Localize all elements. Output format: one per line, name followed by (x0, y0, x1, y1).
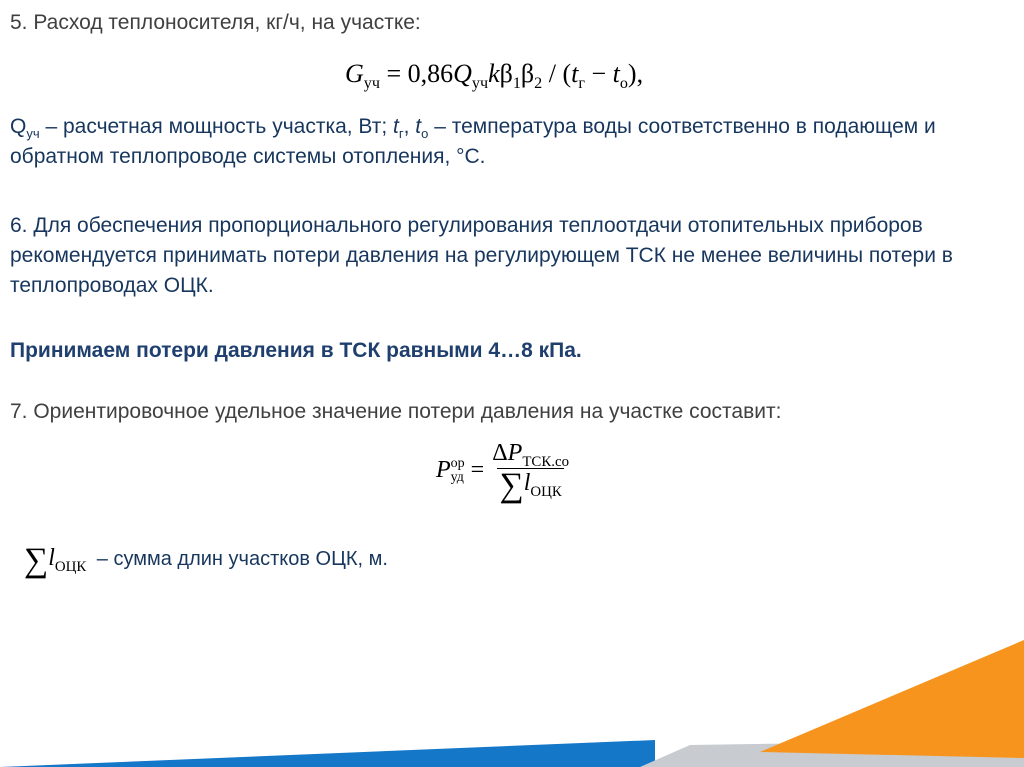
sub-ud: уд (450, 469, 464, 485)
minus: − (584, 59, 613, 88)
t-r-symbol: t (393, 115, 399, 138)
para-5-intro: 5. Расход теплоносителя, кг/ч, на участке: (10, 11, 421, 34)
symbol-to: t (612, 59, 620, 88)
equals-coef: = 0,86 (386, 59, 454, 88)
desc-text-1: – расчетная мощность участка, Вт; (39, 115, 394, 138)
q-sub: уч (26, 126, 40, 142)
blue-stripe (0, 740, 655, 767)
symbol-G: G (345, 59, 364, 88)
sub-o: о (619, 75, 628, 93)
para-7: 7. Ориентировочное удельное значение потери давления на участке составит: (10, 400, 782, 423)
symbol-beta1: β (499, 59, 513, 88)
sub-1: 1 (512, 75, 521, 93)
sub-uch: уч (363, 75, 380, 93)
slash-open: / ( (542, 59, 572, 88)
sub-g: г (578, 75, 585, 93)
t-r-sub: г (398, 126, 404, 142)
sub-2: 2 (534, 75, 543, 93)
den-l: l (523, 470, 531, 496)
sum-note-text: – сумма длин участков ОЦК, м. (96, 548, 388, 570)
symbol-P: P (436, 457, 451, 483)
symbol-Q: Q (453, 59, 472, 88)
desc-text-2: – температура воды соответственно в подающем и обратном теплопроводе системы отопления, °С. (10, 115, 936, 168)
symbol-beta2: β (520, 59, 535, 88)
orange-triangle (760, 640, 1024, 758)
symbol-k: k (488, 59, 500, 88)
comma: , (403, 115, 416, 138)
q-symbol: Q (10, 115, 27, 138)
symbol-tg: t (571, 59, 579, 88)
t-o-sub: о (421, 126, 429, 142)
sup-op: ор (450, 455, 465, 471)
num-P: P (507, 440, 523, 466)
sigma-icon: ∑ (499, 467, 524, 504)
sum-sigma-icon: ∑ (24, 542, 49, 579)
sum-l-sub: ОЦК (54, 558, 87, 575)
sum-l: l (48, 545, 55, 571)
den-sub: ОЦК (530, 483, 562, 500)
equals: = (470, 457, 485, 483)
delta-symbol: Δ (492, 440, 508, 466)
num-sub: ТСК.со (522, 453, 570, 470)
close-paren: ), (627, 59, 644, 88)
t-o-symbol: t (415, 115, 422, 138)
para-6-bold: Принимаем потери давления в ТСК равными 4…8 кПа. (10, 339, 582, 362)
sub-uch-q: уч (471, 75, 489, 93)
para-6: 6. Для обеспечения пропорционального регулирования теплоотдачи отопительных приборов рекомендуется принимать потери давления на регулирующем ТСК не менее величины потери в теплопроводах ОЦК. (10, 214, 953, 297)
